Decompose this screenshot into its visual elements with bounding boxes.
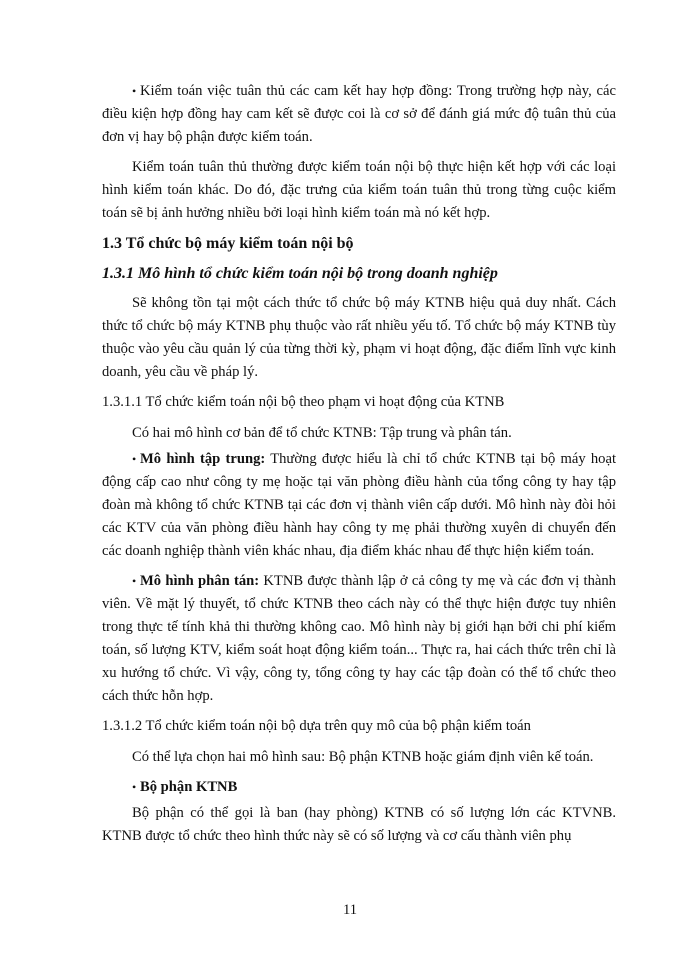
paragraph-text: Thường được hiểu là chỉ tổ chức KTNB tại bộ máy hoạt động cấp cao như công ty mẹ hoặc tại văn phòng điều hành của tổng công ty hay tập đoàn mà không tổ chức KTNB tại các đơn vị thành viên cấp dưới. Mô hình này đòi hỏi các KTV của văn phòng điều hành hay công ty mẹ phải thường xuyên di chuyển đến các doanh nghiệp thành viên khác nhau, địa điểm khác nhau để thực hiện kiểm toán. — [102, 451, 616, 559]
section-heading-1-3: 1.3 Tổ chức bộ máy kiểm toán nội bộ — [102, 235, 354, 252]
paragraph-size-models: Có thể lựa chọn hai mô hình sau: Bộ phận KTNB hoặc giám định viên kế toán. — [132, 749, 594, 765]
term-label: Mô hình phân tán: — [140, 573, 260, 589]
paragraph-compliance-combined: Kiểm toán tuân thủ thường được kiểm toán nội bộ thực hiện kết hợp với các loại hình kiểm toán khác. Do đó, đặc trưng của kiểm toán tuân thủ trong từng cuộc kiểm toán sẽ bị ảnh hưởng nhiều bởi loại hình kiểm toán mà nó kết hợp. — [102, 159, 616, 221]
paragraph-compliance-contracts — [102, 80, 616, 149]
paragraph-organization-factors: Sẽ không tồn tại một cách thức tổ chức bộ máy KTNB hiệu quả duy nhất. Cách thức tổ chức bộ máy KTNB phụ thuộc vào rất nhiều yếu tố. Tổ chức bộ máy KTNB tùy thuộc vào yêu cầu quản lý của từng thời kỳ, phạm vi hoạt động, đặc điểm lĩnh vực kinh doanh, yêu cầu về pháp lý. — [102, 295, 616, 380]
document-page — [102, 80, 616, 855]
page-number: 11 — [342, 902, 358, 918]
paragraph-text: Kiểm toán việc tuân thủ các cam kết hay hợp đồng: Trong trường hợp này, các điều kiện hợp đồng hay cam kết sẽ được coi là cơ sở để đánh giá mức độ tuân thủ của đơn vị hay bộ phận được kiểm toán. — [102, 83, 616, 145]
paragraph-text: KTNB được thành lập ở cả công ty mẹ và các đơn vị thành viên. Về mặt lý thuyết, tổ chức KTNB theo cách này có thể thực hiện được tuy nhiên trong thực tế tính khả thi thường không cao. Mô hình này bị giới hạn bởi chi phí kiểm toán, số lượng KTV, kiểm soát hoạt động kiểm toán... Thực ra, hai cách thức trên chỉ là xu hướng tổ chức. Vì vậy, công ty, tổng công ty hay các tập đoàn có thể tổ chức theo cách thức hỗn hợp. — [102, 573, 616, 704]
bullet-icon: • — [132, 574, 137, 588]
paragraph-decentralized-model — [102, 570, 616, 708]
term-label: Bộ phận KTNB — [140, 779, 238, 795]
section-heading-1-3-1-1: 1.3.1.1 Tổ chức kiểm toán nội bộ theo phạm vi hoạt động của KTNB — [102, 394, 505, 410]
bullet-icon: • — [132, 780, 137, 794]
term-label: Mô hình tập trung: — [140, 451, 266, 467]
paragraph-internal-audit-unit-heading — [102, 776, 616, 799]
section-heading-1-3-1: 1.3.1 Mô hình tổ chức kiểm toán nội bộ trong doanh nghiệp — [102, 265, 498, 282]
paragraph-centralized-model — [102, 448, 616, 563]
section-heading-1-3-1-2: 1.3.1.2 Tổ chức kiểm toán nội bộ dựa trên quy mô của bộ phận kiểm toán — [102, 718, 531, 734]
bullet-icon: • — [132, 452, 137, 466]
bullet-icon: • — [132, 84, 137, 98]
paragraph-two-models: Có hai mô hình cơ bản để tổ chức KTNB: Tập trung và phân tán. — [132, 425, 512, 441]
paragraph-internal-audit-unit: Bộ phận có thể gọi là ban (hay phòng) KTNB có số lượng lớn các KTVNB. KTNB được tổ chức theo hình thức này sẽ có số lượng và cơ cấu thành viên phụ — [102, 805, 616, 844]
